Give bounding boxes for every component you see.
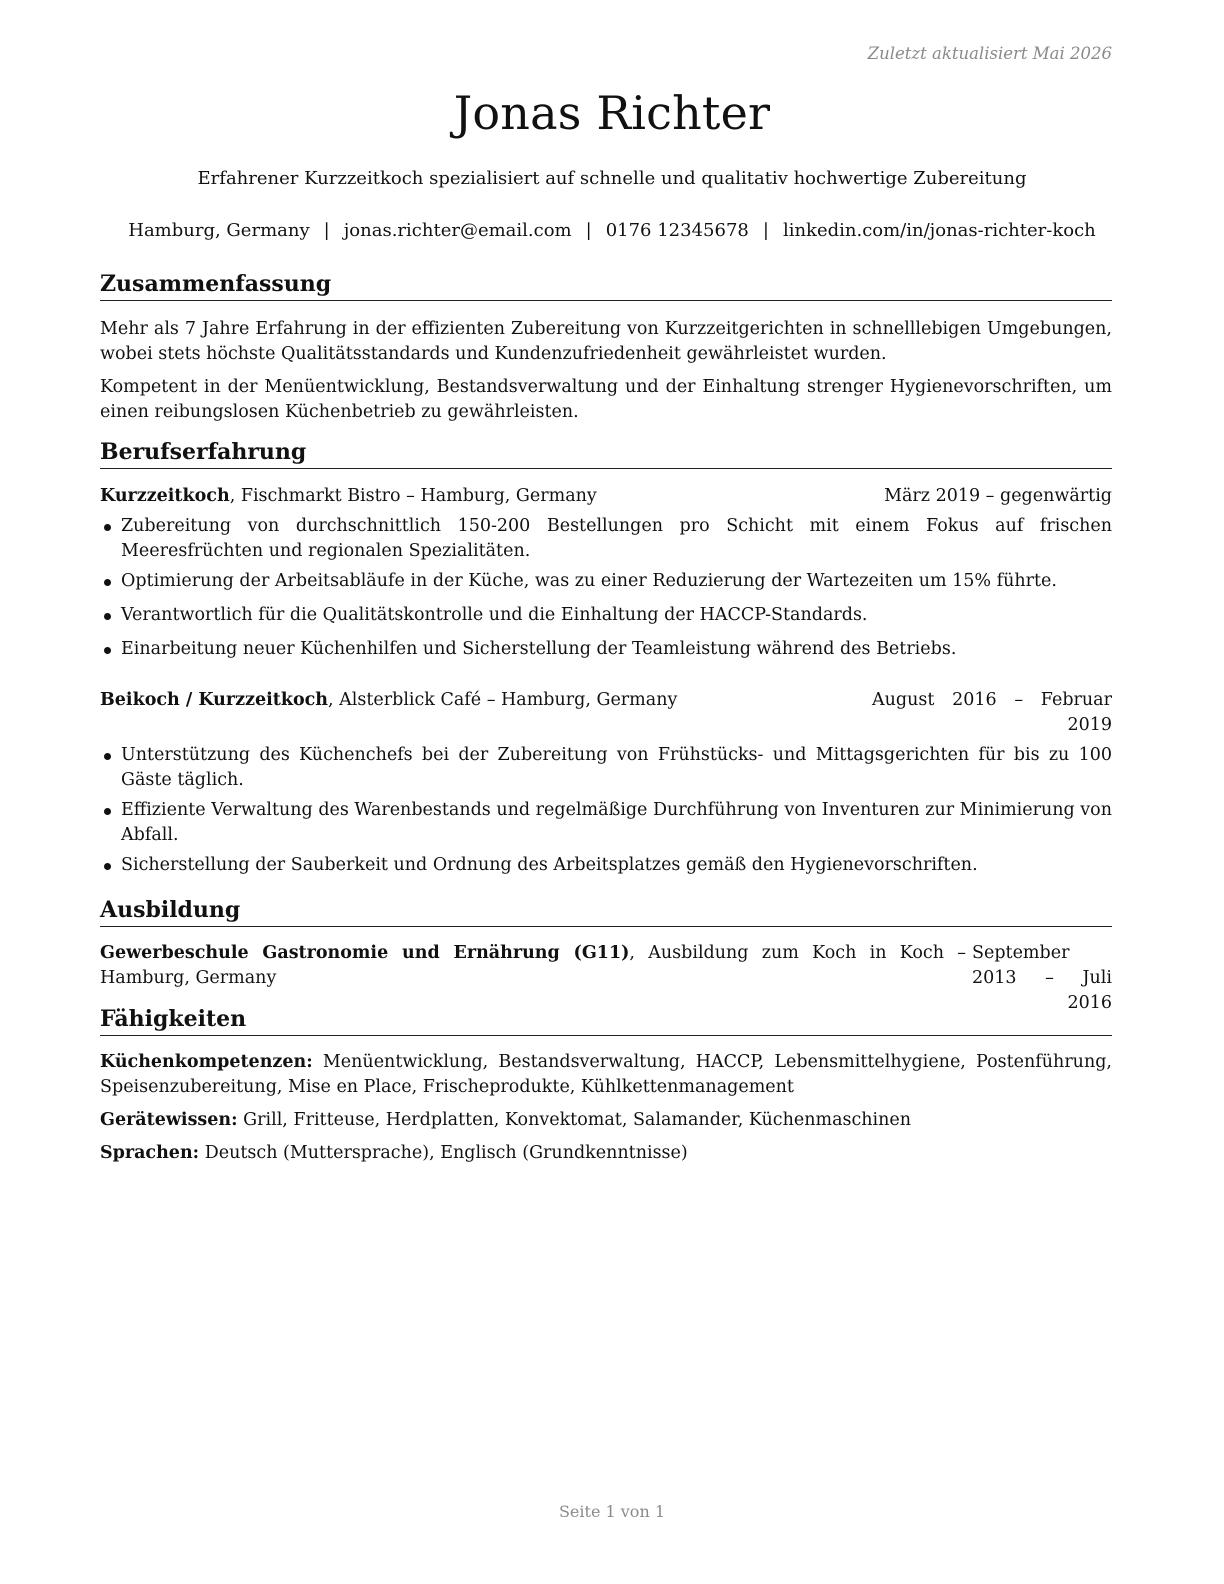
job-dates: August 2016 – Februar 2019 bbox=[872, 690, 1112, 735]
contact-separator: | bbox=[762, 220, 769, 241]
job-employer: , Fischmarkt Bistro – Hamburg, Germany bbox=[229, 486, 597, 506]
contact-phone: 0176 12345678 bbox=[605, 220, 749, 241]
contact-separator: | bbox=[585, 220, 592, 241]
education-detail: , Ausbildung zum Koch in Koch – Hamburg, Germany bbox=[100, 943, 966, 988]
skill-value: Menüentwicklung, Bestandsverwaltung, HACCP, Lebensmittelhygiene, Postenführung, Speisenzubereitung, Mise en Place, Frischeprodukte, Kühlkettenmanagement bbox=[100, 1052, 1112, 1097]
section-title-skills: Fähigkeiten bbox=[100, 1005, 1112, 1036]
bullet-icon bbox=[104, 808, 111, 815]
list-item: Effiziente Verwaltung des Warenbestands und regelmäßige Durchführung von Inventuren zur Minimierung von Abfall. bbox=[100, 798, 1112, 848]
education-section bbox=[100, 896, 1112, 1016]
section-title-experience: Berufserfahrung bbox=[100, 438, 1112, 469]
bullet-icon bbox=[104, 863, 111, 870]
contact-email-link[interactable]: jonas.richter@email.com bbox=[343, 220, 572, 241]
tagline: Erfahrener Kurzzeitkoch spezialisiert auf schnelle und qualitativ hochwertige Zubereitung bbox=[197, 168, 1027, 189]
education-dates: September 2013 – Juli 2016 bbox=[972, 943, 1112, 1013]
list-item: Einarbeitung neuer Küchenhilfen und Sicherstellung der Teamleistung während des Betriebs. bbox=[100, 637, 1112, 662]
list-item: Optimierung der Arbeitsabläufe in der Küche, was zu einer Reduzierung der Wartezeiten um 15% führte. bbox=[100, 569, 1112, 594]
section-title-education: Ausbildung bbox=[100, 896, 1112, 927]
job-header bbox=[100, 484, 1112, 509]
job-bullets bbox=[100, 514, 1112, 662]
section-title-summary: Zusammenfassung bbox=[100, 270, 1112, 301]
job-dates: März 2019 – gegenwärtig bbox=[884, 486, 1112, 506]
skills-section bbox=[100, 1005, 1112, 1166]
list-item: Zubereitung von durchschnittlich 150-200 Bestellungen pro Schicht mit einem Fokus auf frischen Meeresfrüchten und regionalen Spezialitäten. bbox=[100, 514, 1112, 564]
skill-label: Gerätewissen: bbox=[100, 1110, 238, 1130]
skill-line bbox=[100, 1141, 1112, 1166]
contact-linkedin-link[interactable]: linkedin.com/in/jonas-richter-koch bbox=[782, 220, 1096, 241]
skill-line bbox=[100, 1108, 1112, 1133]
list-item: Verantwortlich für die Qualitätskontrolle und die Einhaltung der HACCP-Standards. bbox=[100, 603, 1112, 628]
skill-value: Grill, Fritteuse, Herdplatten, Konvektomat, Salamander, Küchenmaschinen bbox=[243, 1110, 912, 1130]
job-entry bbox=[100, 484, 1112, 662]
experience-section bbox=[100, 438, 1112, 878]
summary-paragraph: Kompetent in der Menüentwicklung, Bestandsverwaltung und der Einhaltung strenger Hygienevorschriften, um einen reibungslosen Küchenbetrieb zu gewährleisten. bbox=[100, 377, 1112, 422]
list-item: Unterstützung des Küchenchefs bei der Zubereitung von Frühstücks- und Mittagsgerichten für bis zu 100 Gäste täglich. bbox=[100, 743, 1112, 793]
skill-label: Sprachen: bbox=[100, 1143, 200, 1163]
job-role: Kurzzeitkoch bbox=[100, 486, 230, 506]
contact-location: Hamburg, Germany bbox=[128, 220, 310, 241]
bullet-icon bbox=[104, 647, 111, 654]
last-updated-note: Zuletzt aktualisiert Mai 2026 bbox=[867, 44, 1112, 63]
page-number: Seite 1 von 1 bbox=[558, 1502, 666, 1521]
summary-paragraph: Mehr als 7 Jahre Erfahrung in der effizienten Zubereitung von Kurzzeitgerichten in schnelllebigen Umgebungen, wobei stets höchste Qualitätsstandards und Kundenzufriedenheit gewährleistet wurden. bbox=[100, 319, 1112, 364]
job-header bbox=[100, 688, 1112, 738]
candidate-name: Jonas Richter bbox=[453, 86, 771, 140]
job-bullets bbox=[100, 743, 1112, 878]
bullet-icon bbox=[104, 753, 111, 760]
job-entry bbox=[100, 688, 1112, 878]
skill-label: Küchenkompetenzen: bbox=[100, 1052, 313, 1072]
job-employer: , Alsterblick Café – Hamburg, Germany bbox=[328, 690, 678, 710]
skill-line bbox=[100, 1050, 1112, 1100]
job-role: Beikoch / Kurzzeitkoch bbox=[100, 690, 329, 710]
bullet-icon bbox=[104, 524, 111, 531]
list-item: Sicherstellung der Sauberkeit und Ordnung des Arbeitsplatzes gemäß den Hygienevorschriften. bbox=[100, 853, 1112, 878]
bullet-icon bbox=[104, 579, 111, 586]
contact-separator: | bbox=[323, 220, 330, 241]
school-name: Gewerbeschule Gastronomie und Ernährung (G11) bbox=[100, 943, 630, 963]
skill-value: Deutsch (Muttersprache), Englisch (Grundkenntnisse) bbox=[204, 1143, 688, 1163]
bullet-icon bbox=[104, 613, 111, 620]
contact-line bbox=[0, 220, 1224, 241]
summary-section bbox=[100, 270, 1112, 425]
